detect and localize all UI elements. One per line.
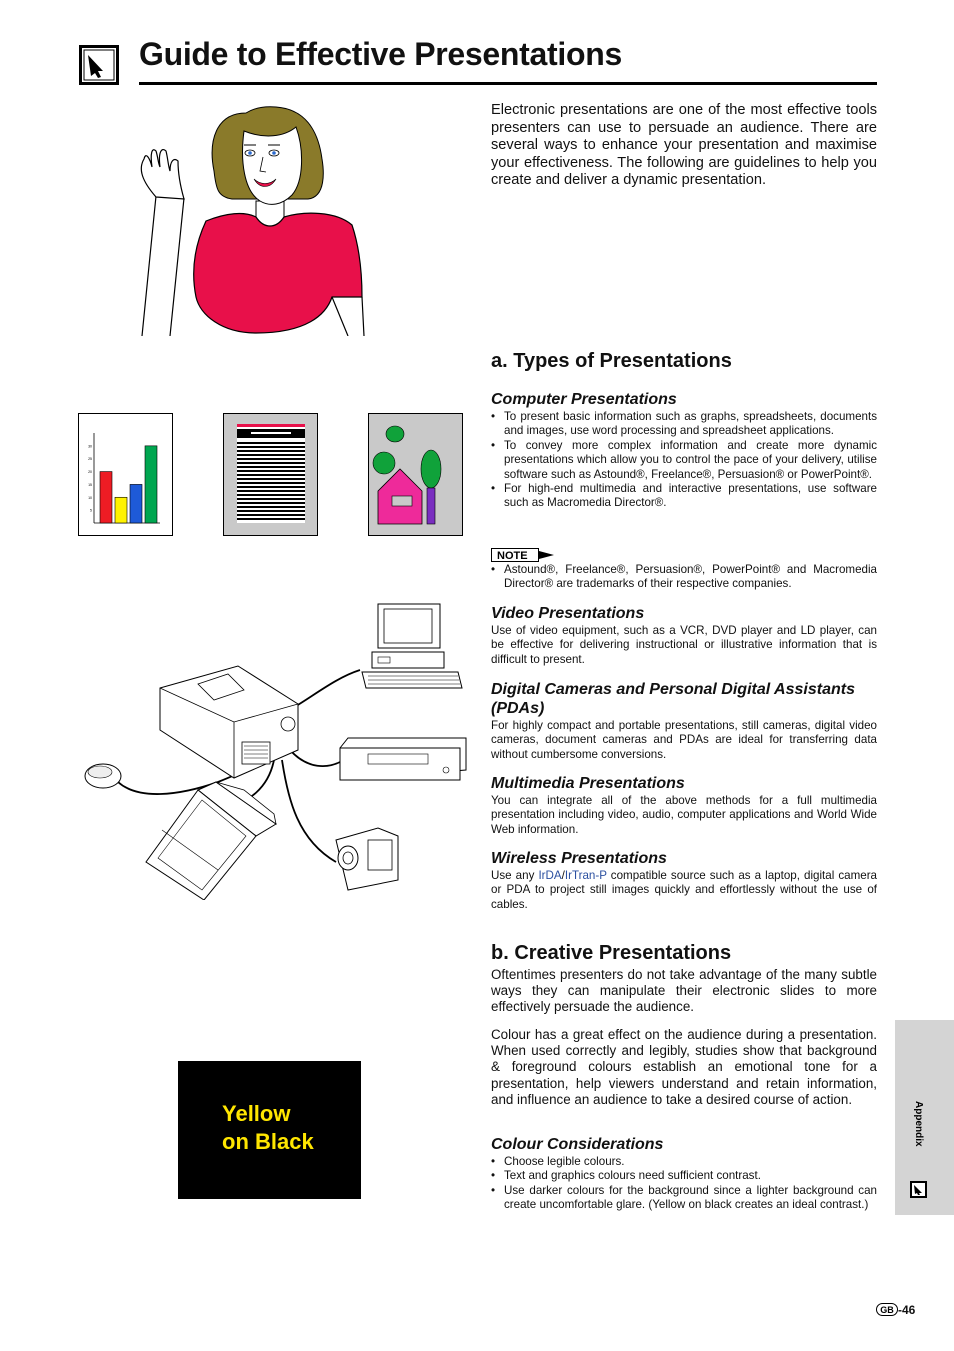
- region-code: GB: [880, 1305, 894, 1315]
- irda-link[interactable]: IrDA: [538, 869, 562, 882]
- page-number-text: -46: [898, 1303, 916, 1317]
- computer-presentations-title: Computer Presentations: [491, 391, 677, 408]
- appendix-tab-icon: [910, 1181, 927, 1198]
- section-a-heading: a. Types of Presentations: [491, 350, 732, 372]
- projector-icon: [160, 666, 298, 778]
- multimedia-presentations-title: Multimedia Presentations: [491, 775, 685, 792]
- appendix-chapter-icon: [79, 45, 119, 85]
- text-span: /: [561, 869, 565, 882]
- text-span: Use any: [491, 869, 539, 882]
- camcorder-icon: [336, 828, 398, 890]
- creative-paragraph-1: Oftentimes presenters do not take advantage of the many subtle ways they can manipulate their electronic slides to more effectively persuade the audience.: [491, 967, 877, 1015]
- yellow-on-black-text: [222, 1100, 314, 1156]
- list-item: • Astound®, Freelance®, Persuasion®, PowerPoint® and Macromedia Director® are trademarks of their respective companies.: [491, 563, 877, 592]
- list-item: • For high-end multimedia and interactive presentations, use software such as Macromedia Director®.: [491, 482, 877, 511]
- mouse-icon: [85, 764, 121, 788]
- list-item: • Choose legible colours.: [491, 1155, 877, 1169]
- text-span: compatible source such as a laptop, digital camera or PDA to project still images quickly and effortlessly without the use of cables.: [491, 869, 877, 911]
- digital-cameras-title: Digital Cameras and Personal Digital Assistants (PDAs): [491, 681, 855, 717]
- page-number: [876, 1303, 915, 1317]
- chart-bar: [145, 446, 157, 523]
- bar-chart-slide-thumbnail: [78, 413, 173, 536]
- list-item: • To present basic information such as graphs, spreadsheets, documents and images, use word processing and spreadsheet applications.: [491, 410, 877, 439]
- chart-tick-label: 25: [88, 457, 92, 462]
- chart-bar: [100, 472, 112, 523]
- note-list: [491, 563, 877, 592]
- list-item: • To convey more complex information and create more dynamic presentations which allow you to control the pace of your delivery, utilise software such as Astound®, Freelance®, Persuasion® or PowerPoint®.: [491, 439, 877, 482]
- chart-bar: [130, 484, 142, 523]
- appendix-tab-label: [902, 1095, 942, 1155]
- irtran-p-link[interactable]: IrTran-P: [564, 869, 607, 882]
- yellow-line: Yellow: [222, 1101, 291, 1126]
- colour-considerations-list: [491, 1155, 877, 1213]
- region-badge: [876, 1303, 898, 1316]
- creative-paragraph-2: Colour has a great effect on the audience during a presentation. When used correctly and legibly, studies show that background & foreground colours establish an emotional tone for a presentation, help viewers understand and retain information, and influence an audience to take a desired course of action.: [491, 1027, 877, 1107]
- title-rule: [139, 82, 877, 85]
- note-label: NOTE: [497, 550, 528, 562]
- image-slide-thumbnail: [368, 413, 463, 536]
- video-presentations-title: Video Presentations: [491, 605, 645, 622]
- video-presentations-text: Use of video equipment, such as a VCR, DVD player and LD player, can be effective for delivering instructional or illustrative information that is difficult to present.: [491, 624, 877, 666]
- equipment-connection-illustration: [78, 600, 468, 900]
- chart-tick-label: 5: [90, 508, 92, 513]
- colour-considerations-title: Colour Considerations: [491, 1136, 664, 1153]
- laptop-icon: [146, 782, 276, 900]
- presenter-illustration: [136, 101, 366, 336]
- multimedia-presentations-text: You can integrate all of the above methods for a full multimedia presentation including video, audio, computer applications and World Wide Web information.: [491, 794, 877, 836]
- chart-tick-label: 20: [88, 470, 92, 475]
- desktop-computer-icon: [362, 604, 462, 688]
- computer-presentations-list: [491, 410, 877, 511]
- chart-tick-label: 10: [88, 495, 92, 500]
- chart-tick-label: 30: [88, 444, 92, 449]
- vcr-icon: [340, 738, 466, 780]
- chart-bar: [115, 497, 127, 523]
- wireless-presentations-text: [491, 869, 877, 912]
- page-title: Guide to Effective Presentations: [139, 36, 622, 72]
- intro-paragraph: Electronic presentations are one of the most effective tools presenters can use to persuade an audience. There are several ways to enhance your presentation and maximise your effectiveness. The following are guidelines to help you create and deliver a dynamic presentation.: [491, 102, 877, 189]
- on-black-line: on Black: [222, 1129, 314, 1154]
- cable: [290, 750, 340, 766]
- digital-cameras-text: For highly compact and portable presentations, still cameras, digital video cameras, document cameras and PDAs are ideal for transferring data without cumbersome conversions.: [491, 719, 877, 761]
- tab-text: Appendix: [913, 1101, 924, 1147]
- chart-tick-label: 15: [88, 482, 92, 487]
- wireless-presentations-title: Wireless Presentations: [491, 850, 667, 867]
- cable: [282, 760, 336, 862]
- list-item: • Use darker colours for the background since a lighter background can create uncomfortable glare. (Yellow on black creates an ideal contrast.): [491, 1184, 877, 1213]
- note-badge: [491, 548, 555, 562]
- list-item: • Text and graphics colours need sufficient contrast.: [491, 1169, 877, 1183]
- document-slide-thumbnail: [223, 413, 318, 536]
- section-b-heading: b. Creative Presentations: [491, 942, 732, 964]
